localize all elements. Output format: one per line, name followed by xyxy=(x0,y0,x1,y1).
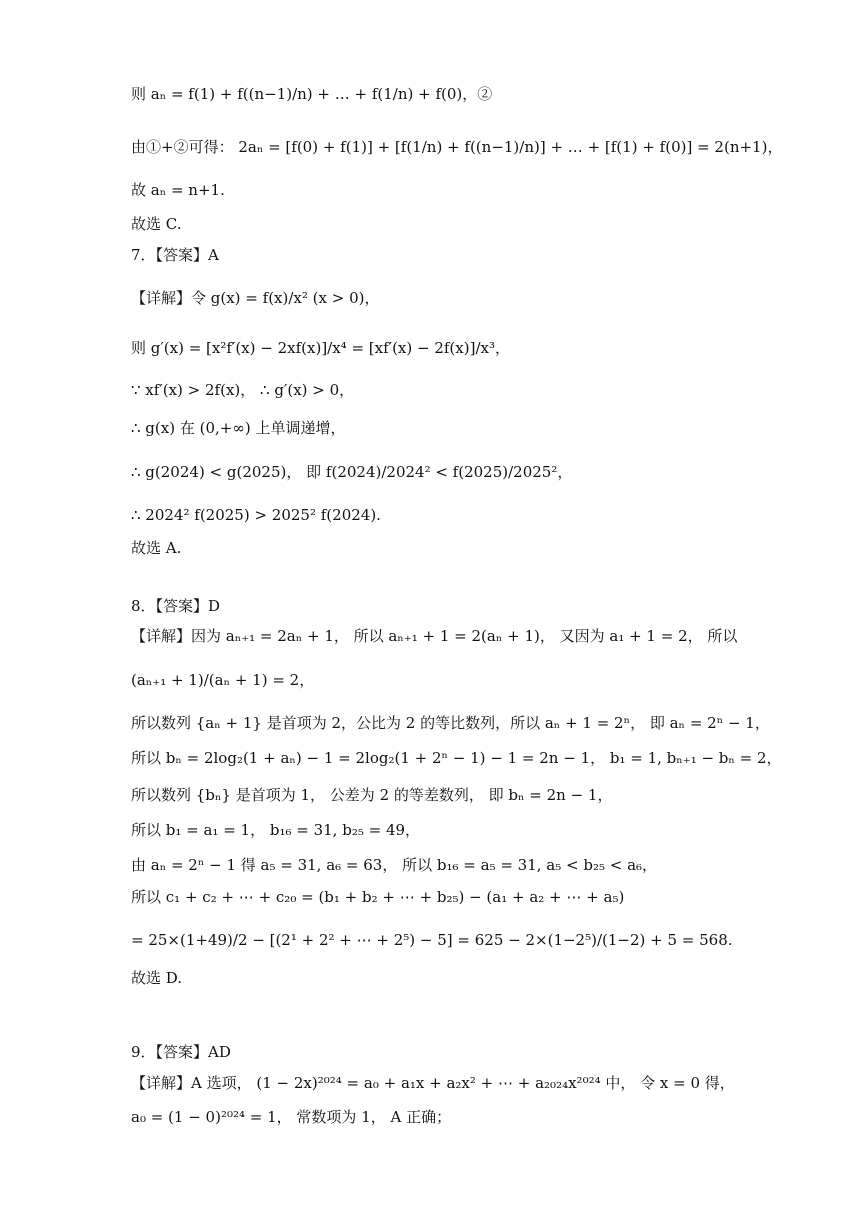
text-line: 【详解】因为 aₙ₊₁ = 2aₙ + 1， 所以 aₙ₊₁ + 1 = 2(aₙ + 1)， 又因为 a₁ + 1 = 2， 所以 xyxy=(131,627,738,645)
text-line: 故 aₙ = n+1. xyxy=(131,181,225,199)
text-line: 所以数列 {aₙ + 1} 是首项为 2，公比为 2 的等比数列，所以 aₙ + 1 = 2ⁿ， 即 aₙ = 2ⁿ − 1， xyxy=(131,714,770,732)
text-line: ∴ g(2024) < g(2025)， 即 f(2024)/2024² < f(2025)/2025²， xyxy=(131,463,573,481)
question-8-answer: 8．【答案】D xyxy=(131,597,221,615)
text-line: 所以 bₙ = 2log₂(1 + aₙ) − 1 = 2log₂(1 + 2ⁿ − 1) − 1 = 2n − 1， b₁ = 1, bₙ₊₁ − bₙ = 2， xyxy=(131,749,782,767)
text-line: ∵ xf′(x) > 2f(x)， ∴ g′(x) > 0， xyxy=(131,381,355,399)
text-line: 【详解】A 选项， (1 − 2x)²⁰²⁴ = a₀ + a₁x + a₂x² + ⋯ + a₂₀₂₄x²⁰²⁴ 中， 令 x = 0 得， xyxy=(131,1074,735,1092)
text-line: 则 aₙ = f(1) + f((n−1)/n) + … + f(1/n) + f(0)，② xyxy=(131,85,493,103)
text-line: ∴ 2024² f(2025) > 2025² f(2024). xyxy=(131,506,381,524)
text-line: 则 g′(x) = [x²f′(x) − 2xf(x)]/x⁴ = [xf′(x) − 2f(x)]/x³， xyxy=(131,339,510,357)
text-line: 故选 C. xyxy=(131,215,182,233)
text-line: 所以 b₁ = a₁ = 1， b₁₆ = 31, b₂₅ = 49， xyxy=(131,821,421,839)
text-line: 所以数列 {bₙ} 是首项为 1， 公差为 2 的等差数列， 即 bₙ = 2n − 1， xyxy=(131,786,613,804)
text-line: 由①+②可得： 2aₙ = [f(0) + f(1)] + [f(1/n) + f((n−1)/n)] + … + [f(1) + f(0)] = 2(n+1)， xyxy=(131,138,783,156)
text-line: 【详解】令 g(x) = f(x)/x² (x > 0)， xyxy=(131,289,380,307)
text-line: 故选 A. xyxy=(131,539,182,557)
text-line: 所以 c₁ + c₂ + ⋯ + c₂₀ = (b₁ + b₂ + ⋯ + b₂₅) − (a₁ + a₂ + ⋯ + a₅) xyxy=(131,888,625,906)
question-7-answer: 7．【答案】A xyxy=(131,246,219,264)
text-line: ∴ g(x) 在 (0,+∞) 上单调递增， xyxy=(131,419,346,437)
text-line: = 25×(1+49)/2 − [(2¹ + 2² + ⋯ + 2⁵) − 5] = 625 − 2×(1−2⁵)/(1−2) + 5 = 568. xyxy=(131,931,733,949)
text-line: (aₙ₊₁ + 1)/(aₙ + 1) = 2， xyxy=(131,671,315,689)
question-9-answer: 9．【答案】AD xyxy=(131,1043,231,1061)
text-line: 故选 D. xyxy=(131,969,183,987)
text-line: 由 aₙ = 2ⁿ − 1 得 a₅ = 31, a₆ = 63， 所以 b₁₆ = a₅ = 31, a₅ < b₂₅ < a₆， xyxy=(131,856,658,874)
text-line: a₀ = (1 − 0)²⁰²⁴ = 1， 常数项为 1， A 正确； xyxy=(131,1108,452,1126)
